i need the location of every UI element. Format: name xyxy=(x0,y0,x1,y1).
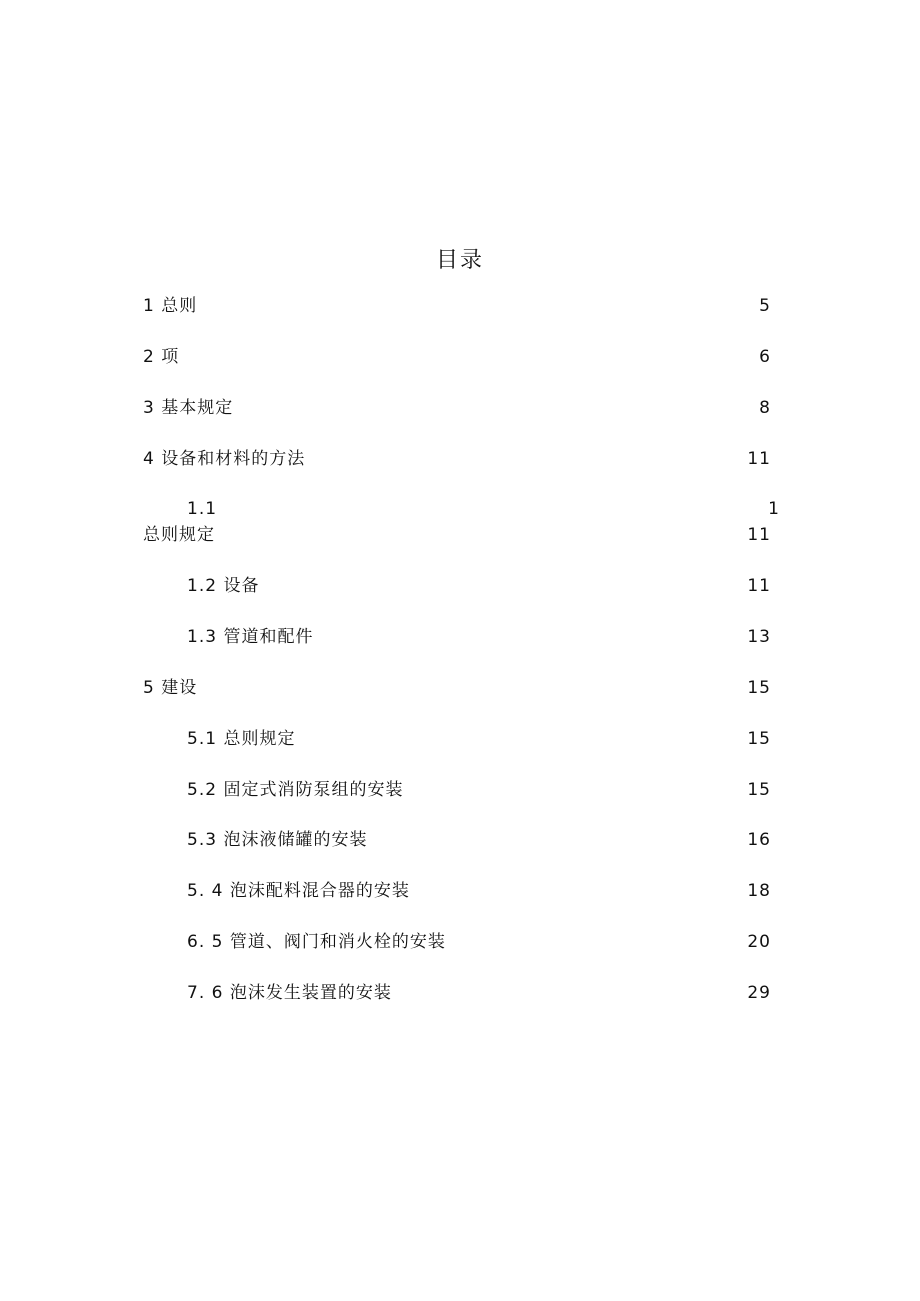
toc-entry xyxy=(0,396,920,420)
toc-entry-label: 总则规定 xyxy=(143,525,215,545)
toc-entry-page: 15 xyxy=(747,729,771,749)
toc-entry-label: 6. 5 管道、阀门和消火栓的安装 xyxy=(187,932,446,952)
toc-entry-page: 1 xyxy=(768,499,780,519)
toc-entry-label: 5.1 总则规定 xyxy=(187,729,296,749)
toc-entry-page: 18 xyxy=(747,881,771,901)
toc-entry xyxy=(0,727,920,751)
toc-entry-label: 1.2 设备 xyxy=(187,576,260,596)
toc-entry xyxy=(0,879,920,903)
toc-entry xyxy=(0,981,920,1005)
toc-entry-page: 11 xyxy=(747,525,771,545)
toc-entry-label: 3 基本规定 xyxy=(143,398,234,418)
toc-entry-page: 11 xyxy=(747,449,771,469)
toc-entry-page: 8 xyxy=(759,398,771,418)
toc-entry xyxy=(0,930,920,954)
toc-entry xyxy=(0,625,920,649)
toc-entry xyxy=(0,778,920,802)
toc-entry-label: 5. 4 泡沫配料混合器的安装 xyxy=(187,881,410,901)
toc-entry-label: 5 建设 xyxy=(143,678,198,698)
toc-entry xyxy=(0,447,920,471)
toc-entry-page: 15 xyxy=(747,780,771,800)
toc-entry-label: 1.3 管道和配件 xyxy=(187,627,314,647)
toc-entry-page: 16 xyxy=(747,830,771,850)
toc-entry-page: 15 xyxy=(747,678,771,698)
toc-entry-page: 29 xyxy=(747,983,771,1003)
toc-entry xyxy=(0,523,920,547)
toc-entry xyxy=(0,574,920,598)
toc-entry-page: 5 xyxy=(759,296,771,316)
toc-entry-page: 13 xyxy=(747,627,771,647)
toc-entry-label: 2 项 xyxy=(143,347,180,367)
toc-entry-page: 6 xyxy=(759,347,771,367)
toc-entry xyxy=(0,497,920,521)
toc-entry xyxy=(0,294,920,318)
toc-entry-page: 20 xyxy=(747,932,771,952)
toc-entry-label: 7. 6 泡沫发生装置的安装 xyxy=(187,983,392,1003)
toc-entry-label: 4 设备和材料的方法 xyxy=(143,449,306,469)
toc-entry-label: 1 总则 xyxy=(143,296,198,316)
toc-entry-label: 5.2 固定式消防泵组的安装 xyxy=(187,780,404,800)
toc-entry xyxy=(0,676,920,700)
toc-entry xyxy=(0,345,920,369)
toc-entry xyxy=(0,828,920,852)
toc-entry-label: 1.1 xyxy=(187,499,218,519)
toc-entry-page: 11 xyxy=(747,576,771,596)
toc-title: 目录 xyxy=(435,248,484,273)
toc-entry-label: 5.3 泡沫液储罐的安装 xyxy=(187,830,368,850)
